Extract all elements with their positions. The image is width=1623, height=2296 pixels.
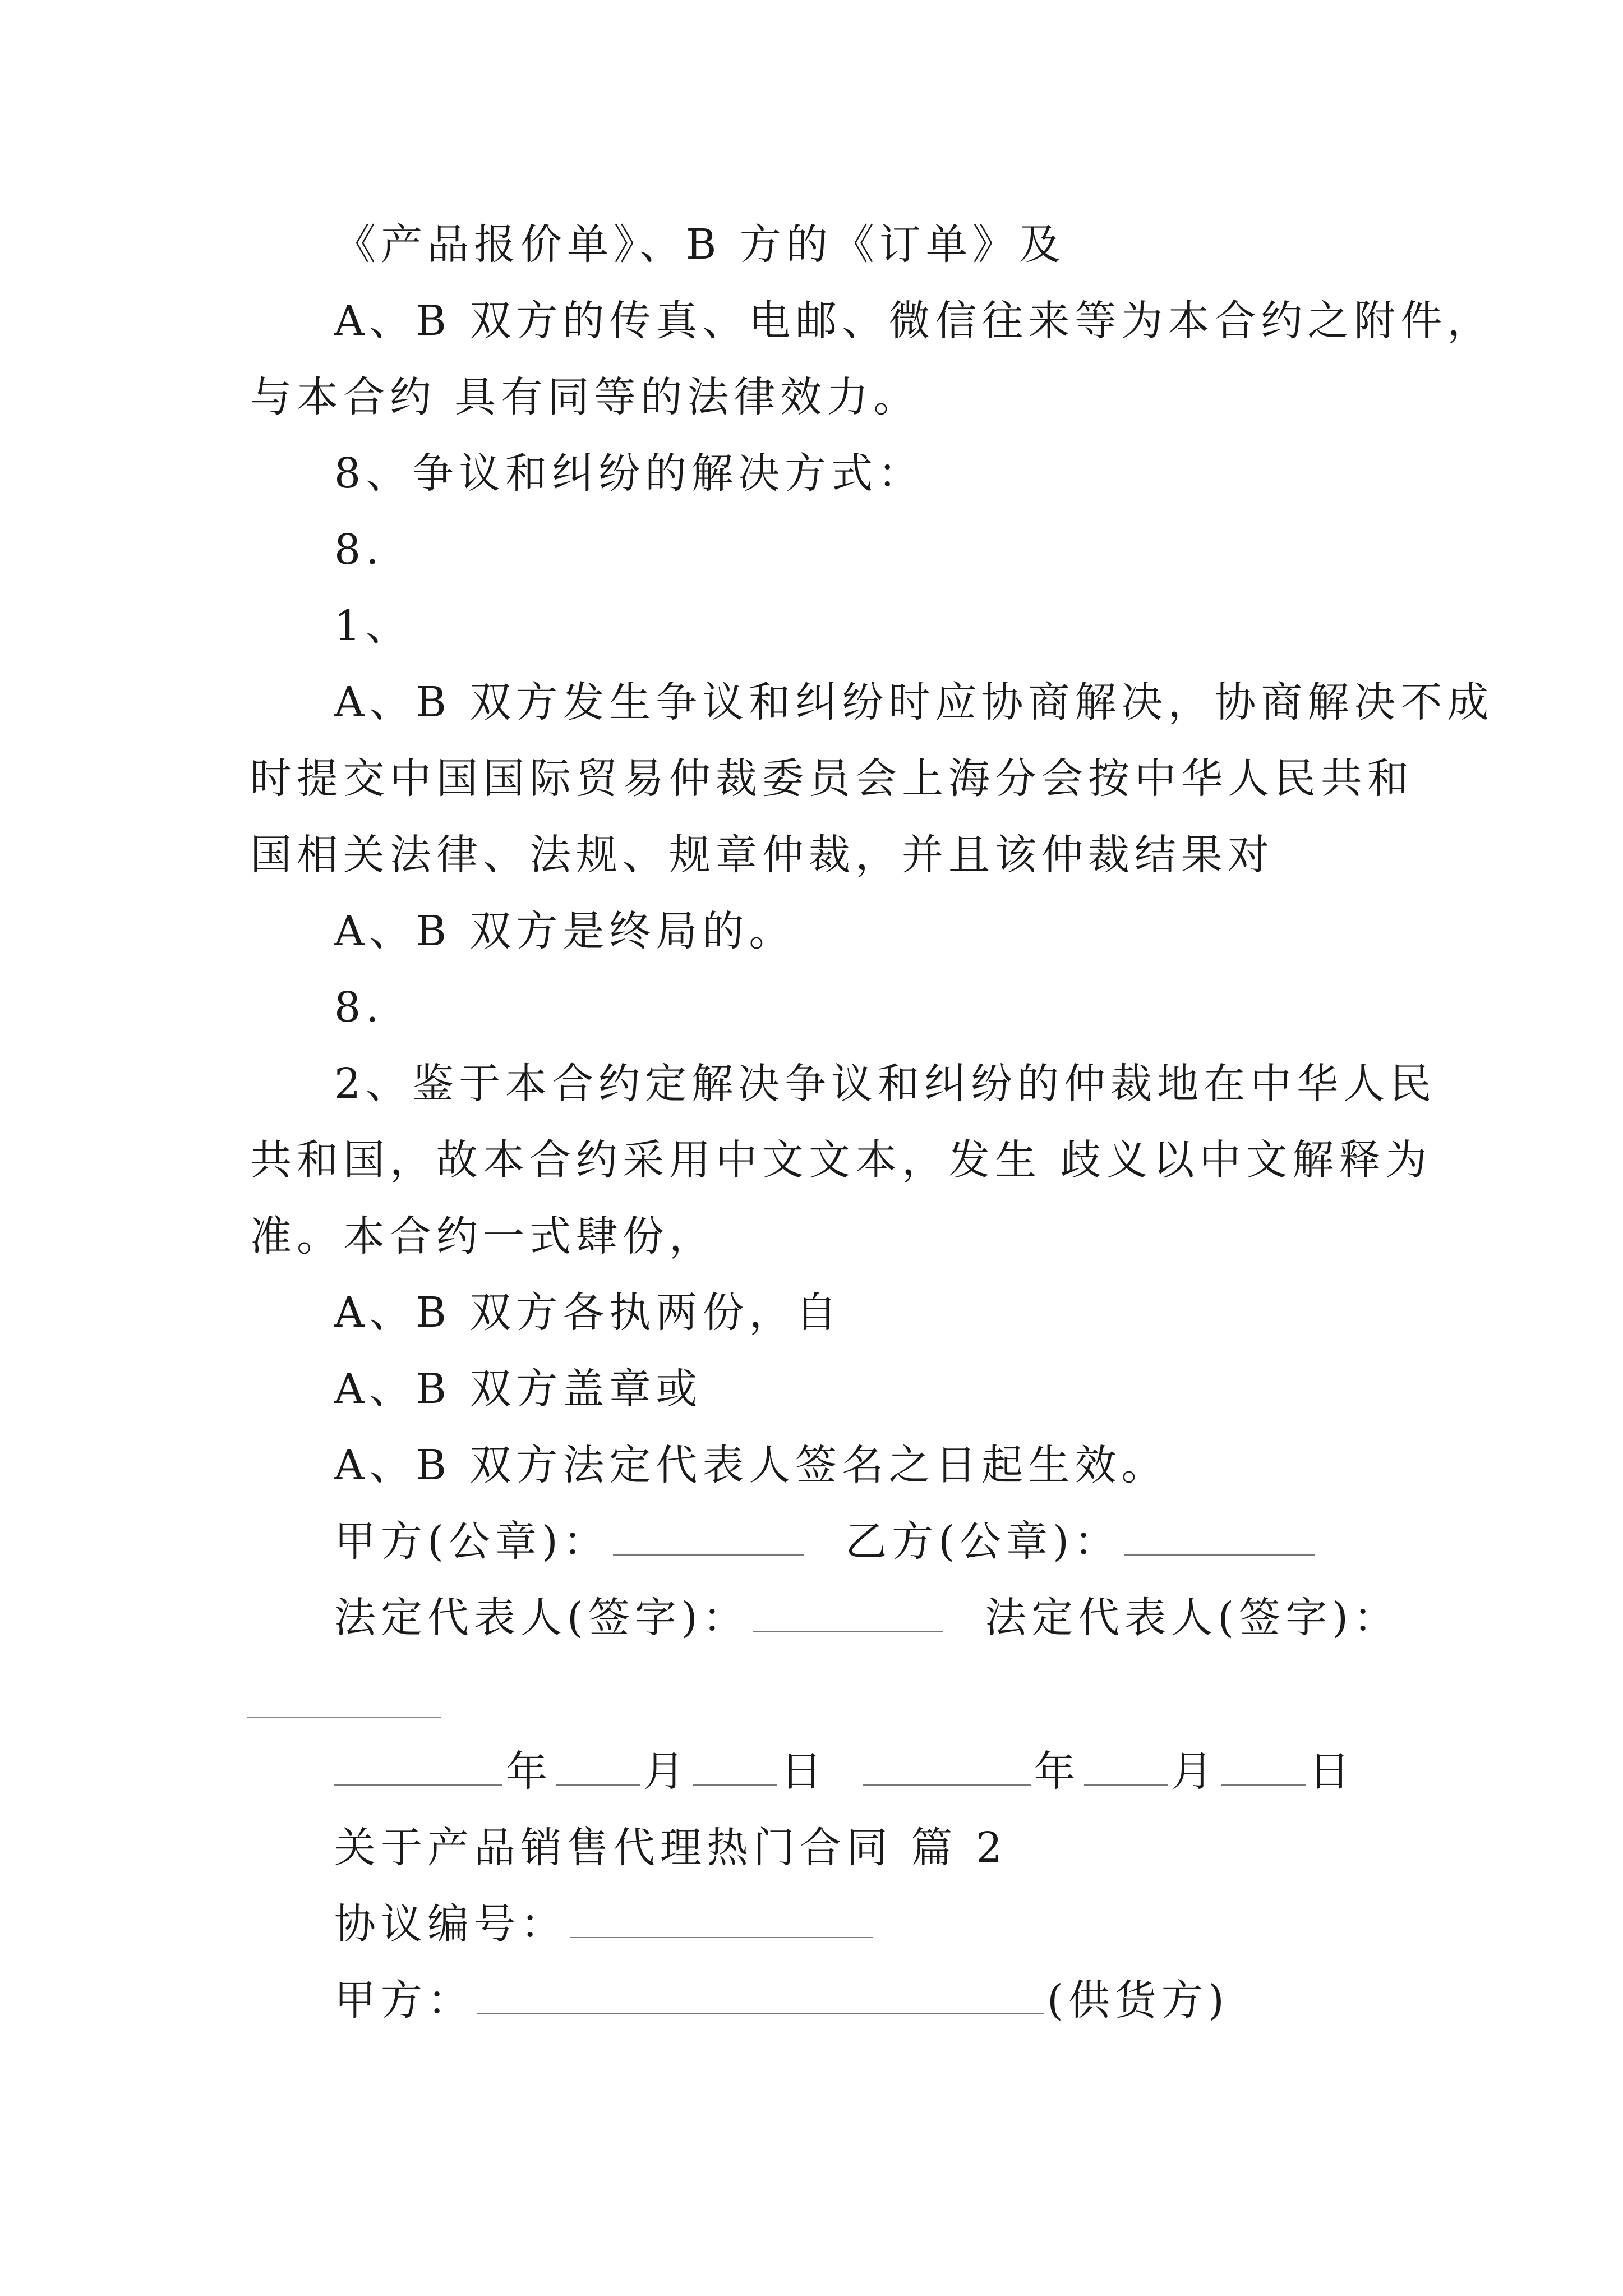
agreement-number-label: 协议编号： [334, 1900, 567, 1948]
clause-heading: 8、争议和纠纷的解决方式： [334, 449, 925, 498]
month-label: 月 [643, 1747, 690, 1796]
month-b-blank [1084, 1751, 1168, 1786]
party-a-blank [477, 1980, 1044, 2014]
party-a-seal-blank [613, 1521, 804, 1556]
day-label: 日 [1308, 1747, 1355, 1796]
party-b-seal-blank [1124, 1521, 1315, 1556]
rep-a-blank [753, 1597, 943, 1632]
day-a-blank [693, 1751, 777, 1786]
rep-b-label: 法定代表人(签字)： [985, 1594, 1400, 1642]
paragraph-line: 共和国，故本合约采用中文文本，发生 歧义以中文解释为 [250, 1136, 1432, 1184]
paragraph-line: A、B 双方的传真、电邮、微信往来等为本合约之附件， [334, 297, 1494, 345]
party-a-role: (供货方) [1047, 1976, 1229, 2024]
section-title: 关于产品销售代理热门合同 篇 2 [334, 1824, 1008, 1872]
paragraph-line: 准。本合约一式肆份， [250, 1212, 716, 1260]
party-b-seal-label: 乙方(公章)： [845, 1517, 1121, 1566]
party-a-seal-label: 甲方(公章)： [334, 1517, 610, 1566]
paragraph-line: A、B 双方发生争议和纠纷时应协商解决，协商解决不成 [334, 678, 1494, 726]
paragraph-line: 时提交中国国际贸易仲裁委员会上海分会按中华人民共和 [250, 754, 1414, 803]
paragraph-line: 《产品报价单》、B 方的《订单》及 [334, 220, 1066, 269]
rep-b-blank [247, 1717, 441, 1718]
clause-number: 1、 [334, 602, 413, 650]
clause-number: 8. [334, 526, 384, 574]
paragraph-line: 2、鉴于本合约定解决争议和纠纷的仲裁地在中华人民 [334, 1060, 1437, 1108]
paragraph-line: 与本合约 具有同等的法律效力。 [250, 373, 920, 421]
representative-line [334, 1591, 1400, 1645]
paragraph-line: A、B 双方盖章或 [334, 1365, 703, 1413]
year-a-blank [334, 1751, 502, 1786]
paragraph-line: A、B 双方法定代表人签名之日起生效。 [334, 1441, 1168, 1489]
day-label: 日 [781, 1747, 827, 1796]
party-a-line [334, 1973, 1229, 2027]
seal-line [334, 1515, 1318, 1568]
party-a-label: 甲方： [334, 1976, 474, 2024]
paragraph-line: A、B 双方是终局的。 [334, 907, 796, 955]
year-label: 年 [506, 1747, 552, 1796]
clause-number: 8. [334, 983, 384, 1032]
agreement-number-blank [570, 1903, 873, 1938]
date-line [334, 1745, 1355, 1798]
year-label: 年 [1034, 1747, 1081, 1796]
agreement-number-line [334, 1897, 877, 1951]
paragraph-line: 国相关法律、法规、规章仲裁，并且该仲裁结果对 [250, 831, 1274, 879]
paragraph-line: A、B 双方各执两份，自 [334, 1289, 842, 1337]
month-label: 月 [1171, 1747, 1218, 1796]
day-b-blank [1221, 1751, 1306, 1786]
month-a-blank [556, 1751, 640, 1786]
rep-a-label: 法定代表人(签字)： [334, 1594, 749, 1642]
year-b-blank [863, 1751, 1031, 1786]
